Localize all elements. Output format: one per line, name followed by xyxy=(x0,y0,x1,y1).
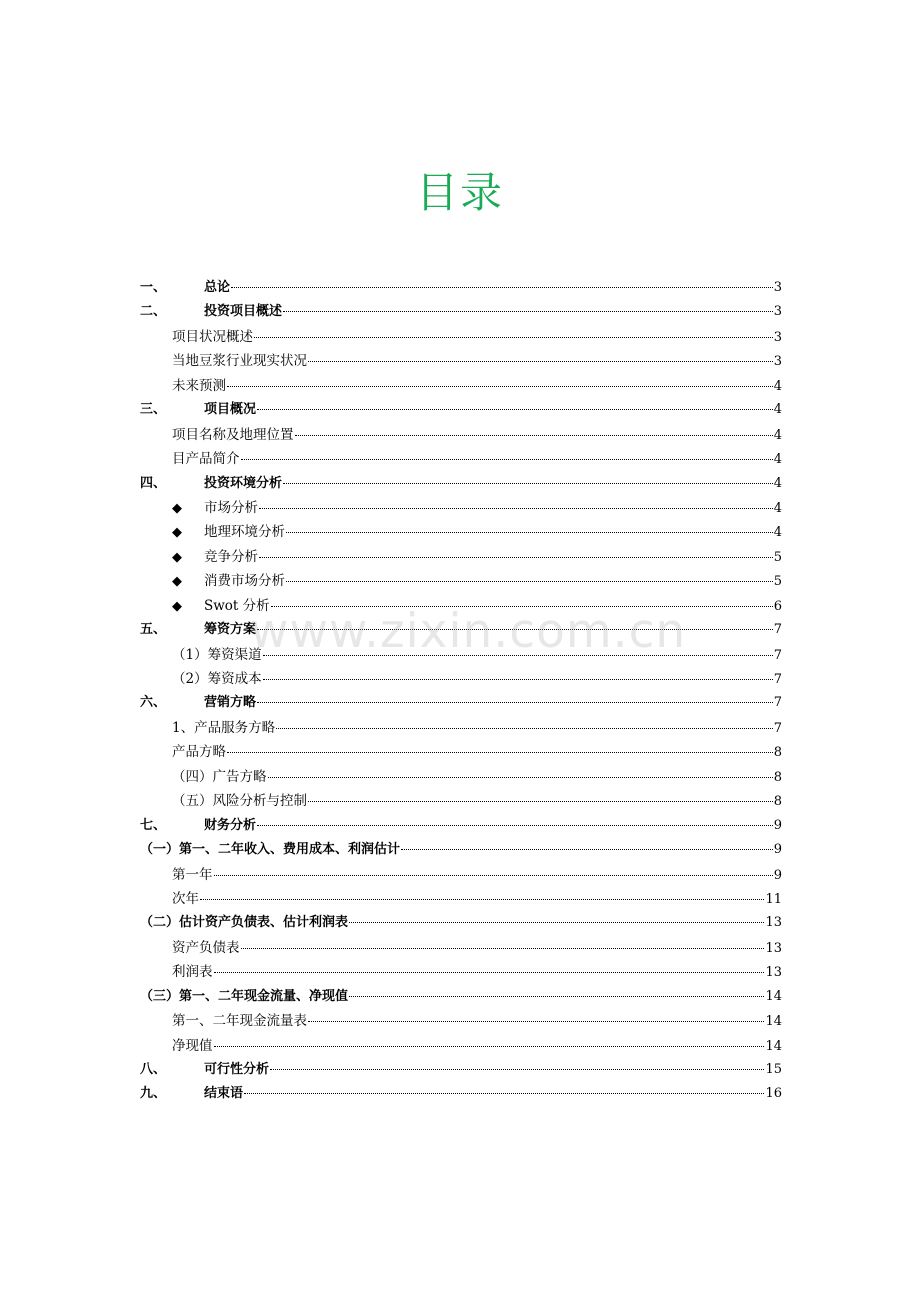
toc-chapter-number: 七、 xyxy=(140,817,167,833)
dot-leader xyxy=(276,728,773,729)
toc-page-number: 3 xyxy=(773,329,782,345)
dot-leader xyxy=(283,311,773,312)
toc-entry[interactable] xyxy=(140,545,782,569)
dot-leader xyxy=(257,629,773,630)
toc-chapter-number: 九、 xyxy=(140,1086,167,1102)
toc-page-number: 15 xyxy=(765,1062,782,1077)
dot-leader xyxy=(200,899,764,900)
toc-page-number: 16 xyxy=(765,1086,782,1102)
diamond-bullet-icon: ◆ xyxy=(172,525,182,541)
toc-entry-title: 消费市场分析 xyxy=(204,573,285,590)
dot-leader xyxy=(308,1021,764,1022)
toc-page-number: 13 xyxy=(765,915,782,931)
dot-leader xyxy=(214,875,773,876)
dot-leader xyxy=(257,409,773,410)
toc-entry-title: （二）估计资产负债表、估计利润表 xyxy=(140,915,349,931)
toc-page-number: 8 xyxy=(773,745,782,761)
toc-entry-title: 资产负债表 xyxy=(172,939,240,956)
toc-page-number: 13 xyxy=(765,940,782,956)
toc-entry[interactable] xyxy=(140,276,782,300)
toc-chapter-number: 三、 xyxy=(140,402,167,418)
toc-entry[interactable] xyxy=(140,911,782,935)
toc-page-number: 4 xyxy=(773,402,782,418)
toc-entry-title: 净现值 xyxy=(172,1037,213,1054)
toc-entry-title: （2）筹资成本 xyxy=(172,671,262,687)
toc-page-number: 14 xyxy=(765,1014,782,1030)
toc-entry-title: 目产品简介 xyxy=(172,451,240,468)
dot-leader xyxy=(308,361,773,362)
dot-leader xyxy=(231,287,773,288)
dot-leader xyxy=(257,825,773,826)
dot-leader xyxy=(263,655,773,656)
toc-page-number: 9 xyxy=(773,867,782,883)
toc-entry[interactable] xyxy=(140,960,782,984)
toc-entry-title: 项目名称及地理位置 xyxy=(172,426,294,443)
dot-leader xyxy=(244,1093,764,1094)
toc-entry[interactable] xyxy=(140,496,782,520)
toc-entry[interactable] xyxy=(140,618,782,642)
toc-entry-title: 1、产品服务方略 xyxy=(172,719,276,736)
toc-page-number: 9 xyxy=(773,842,782,858)
toc-page-number: 4 xyxy=(773,525,782,541)
toc-entry[interactable] xyxy=(140,300,782,324)
toc-chapter-number: 二、 xyxy=(140,304,167,320)
toc-entry-title: 项目状况概述 xyxy=(172,328,253,345)
toc-entry[interactable] xyxy=(140,985,782,1009)
toc-entry-title: 地理环境分析 xyxy=(204,524,285,541)
dot-leader xyxy=(259,557,773,558)
diamond-bullet-icon: ◆ xyxy=(172,500,182,516)
diamond-bullet-icon: ◆ xyxy=(172,574,182,590)
dot-leader xyxy=(257,702,773,703)
toc-entry-title: 当地豆浆行业现实状况 xyxy=(172,353,307,370)
toc-entry-title: Swot 分析 xyxy=(204,597,270,614)
toc-chapter-number: 八、 xyxy=(140,1062,167,1077)
toc-entry[interactable] xyxy=(140,398,782,422)
dot-leader xyxy=(263,679,773,680)
toc-entry-title: （1）筹资渠道 xyxy=(172,646,262,663)
toc-page-number: 8 xyxy=(773,769,782,785)
dot-leader xyxy=(227,386,773,387)
toc-page-number: 13 xyxy=(765,965,782,981)
toc-entry[interactable] xyxy=(140,814,782,838)
toc-entry-title: 总论 xyxy=(204,280,231,295)
toc-entry-title: （一）第一、二年收入、费用成本、利润估计 xyxy=(140,842,401,858)
toc-entry-title: 第一、二年现金流量表 xyxy=(172,1013,307,1030)
toc-entry[interactable] xyxy=(140,691,782,715)
toc-page-number: 9 xyxy=(773,817,782,833)
diamond-bullet-icon: ◆ xyxy=(172,549,182,565)
toc-entry[interactable] xyxy=(140,643,782,667)
dot-leader xyxy=(271,606,773,607)
toc-entry[interactable] xyxy=(140,936,782,960)
toc-entry-title: 次年 xyxy=(172,890,199,907)
dot-leader xyxy=(214,1046,765,1047)
toc-entry[interactable] xyxy=(140,447,782,471)
toc-entry-title: （五）风险分析与控制 xyxy=(172,793,307,810)
toc-entry[interactable] xyxy=(140,472,782,496)
toc-entry-title: 筹资方案 xyxy=(204,622,257,638)
toc-entry[interactable] xyxy=(140,1082,782,1106)
toc-entry[interactable] xyxy=(140,765,782,789)
toc-entry[interactable] xyxy=(140,349,782,373)
watermark: www.zixin.com.cn xyxy=(250,604,687,659)
toc-page-number: 14 xyxy=(765,1038,782,1054)
toc-entry[interactable] xyxy=(140,716,782,740)
toc-entry[interactable] xyxy=(140,594,782,618)
toc-entry-title: 结束语 xyxy=(204,1086,244,1102)
toc-entry[interactable] xyxy=(140,325,782,349)
toc-entry-title: 未来预测 xyxy=(172,377,226,394)
dot-leader xyxy=(268,777,773,778)
toc-page-number: 7 xyxy=(773,695,782,711)
page-title: 目录 xyxy=(415,168,504,217)
toc-entry[interactable] xyxy=(140,569,782,593)
toc-entry-title: （四）广告方略 xyxy=(172,768,267,785)
toc-entry[interactable] xyxy=(140,887,782,911)
toc-page-number: 14 xyxy=(765,988,782,1004)
toc-entry-title: 可行性分析 xyxy=(204,1062,270,1077)
toc-page-number: 7 xyxy=(773,622,782,638)
table-of-contents xyxy=(140,276,782,1107)
toc-entry-title: 第一年 xyxy=(172,866,213,883)
dot-leader xyxy=(286,581,773,582)
toc-page-number: 3 xyxy=(773,280,782,295)
dot-leader xyxy=(270,1069,764,1070)
dot-leader xyxy=(259,508,773,509)
toc-page-number: 4 xyxy=(773,475,782,491)
toc-entry-title: （三）第一、二年现金流量、净现值 xyxy=(140,988,349,1004)
toc-entry-title: 产品方略 xyxy=(172,744,226,761)
dot-leader xyxy=(401,849,773,850)
toc-page-number: 11 xyxy=(765,891,782,907)
dot-leader xyxy=(241,948,765,949)
toc-page-number: 4 xyxy=(773,378,782,394)
toc-page-number: 7 xyxy=(773,647,782,663)
toc-page-number: 3 xyxy=(773,304,782,320)
toc-entry-title: 投资项目概述 xyxy=(204,304,283,320)
toc-entry[interactable] xyxy=(140,1058,782,1082)
dot-leader xyxy=(349,996,764,997)
dot-leader xyxy=(286,532,773,533)
toc-page-number: 4 xyxy=(773,500,782,516)
toc-page-number: 7 xyxy=(773,672,782,687)
toc-chapter-number: 六、 xyxy=(140,695,167,711)
toc-page-number: 8 xyxy=(773,794,782,810)
toc-entry-title: 竞争分析 xyxy=(204,548,258,565)
toc-page-number: 4 xyxy=(773,427,782,443)
toc-entry[interactable] xyxy=(140,374,782,398)
diamond-bullet-icon: ◆ xyxy=(172,598,182,614)
toc-entry[interactable] xyxy=(140,740,782,764)
toc-entry-title: 利润表 xyxy=(172,964,213,981)
toc-page-number: 5 xyxy=(773,574,782,590)
dot-leader xyxy=(349,922,764,923)
toc-chapter-number: 一、 xyxy=(140,280,167,295)
dot-leader xyxy=(227,752,773,753)
toc-entry-title: 市场分析 xyxy=(204,499,258,516)
toc-page-number: 6 xyxy=(773,598,782,614)
toc-entry[interactable] xyxy=(140,1009,782,1033)
toc-page-number: 4 xyxy=(773,452,782,468)
toc-entry-title: 营销方略 xyxy=(204,695,257,711)
toc-entry-title: 项目概况 xyxy=(204,402,257,418)
toc-chapter-number: 四、 xyxy=(140,475,167,491)
dot-leader xyxy=(214,972,765,973)
dot-leader xyxy=(254,337,773,338)
toc-page-number: 5 xyxy=(773,549,782,565)
toc-page-number: 7 xyxy=(773,720,782,736)
dot-leader xyxy=(241,459,773,460)
toc-entry[interactable] xyxy=(140,1034,782,1058)
toc-chapter-number: 五、 xyxy=(140,622,167,638)
toc-entry-title: 财务分析 xyxy=(204,817,257,833)
toc-entry-title: 投资环境分析 xyxy=(204,475,283,491)
dot-leader xyxy=(295,435,773,436)
dot-leader xyxy=(283,483,773,484)
toc-entry[interactable] xyxy=(140,667,782,691)
toc-entry[interactable] xyxy=(140,838,782,862)
toc-entry[interactable] xyxy=(140,863,782,887)
toc-entry[interactable] xyxy=(140,423,782,447)
toc-entry[interactable] xyxy=(140,520,782,544)
dot-leader xyxy=(308,801,773,802)
toc-entry[interactable] xyxy=(140,789,782,813)
toc-page-number: 3 xyxy=(773,354,782,370)
